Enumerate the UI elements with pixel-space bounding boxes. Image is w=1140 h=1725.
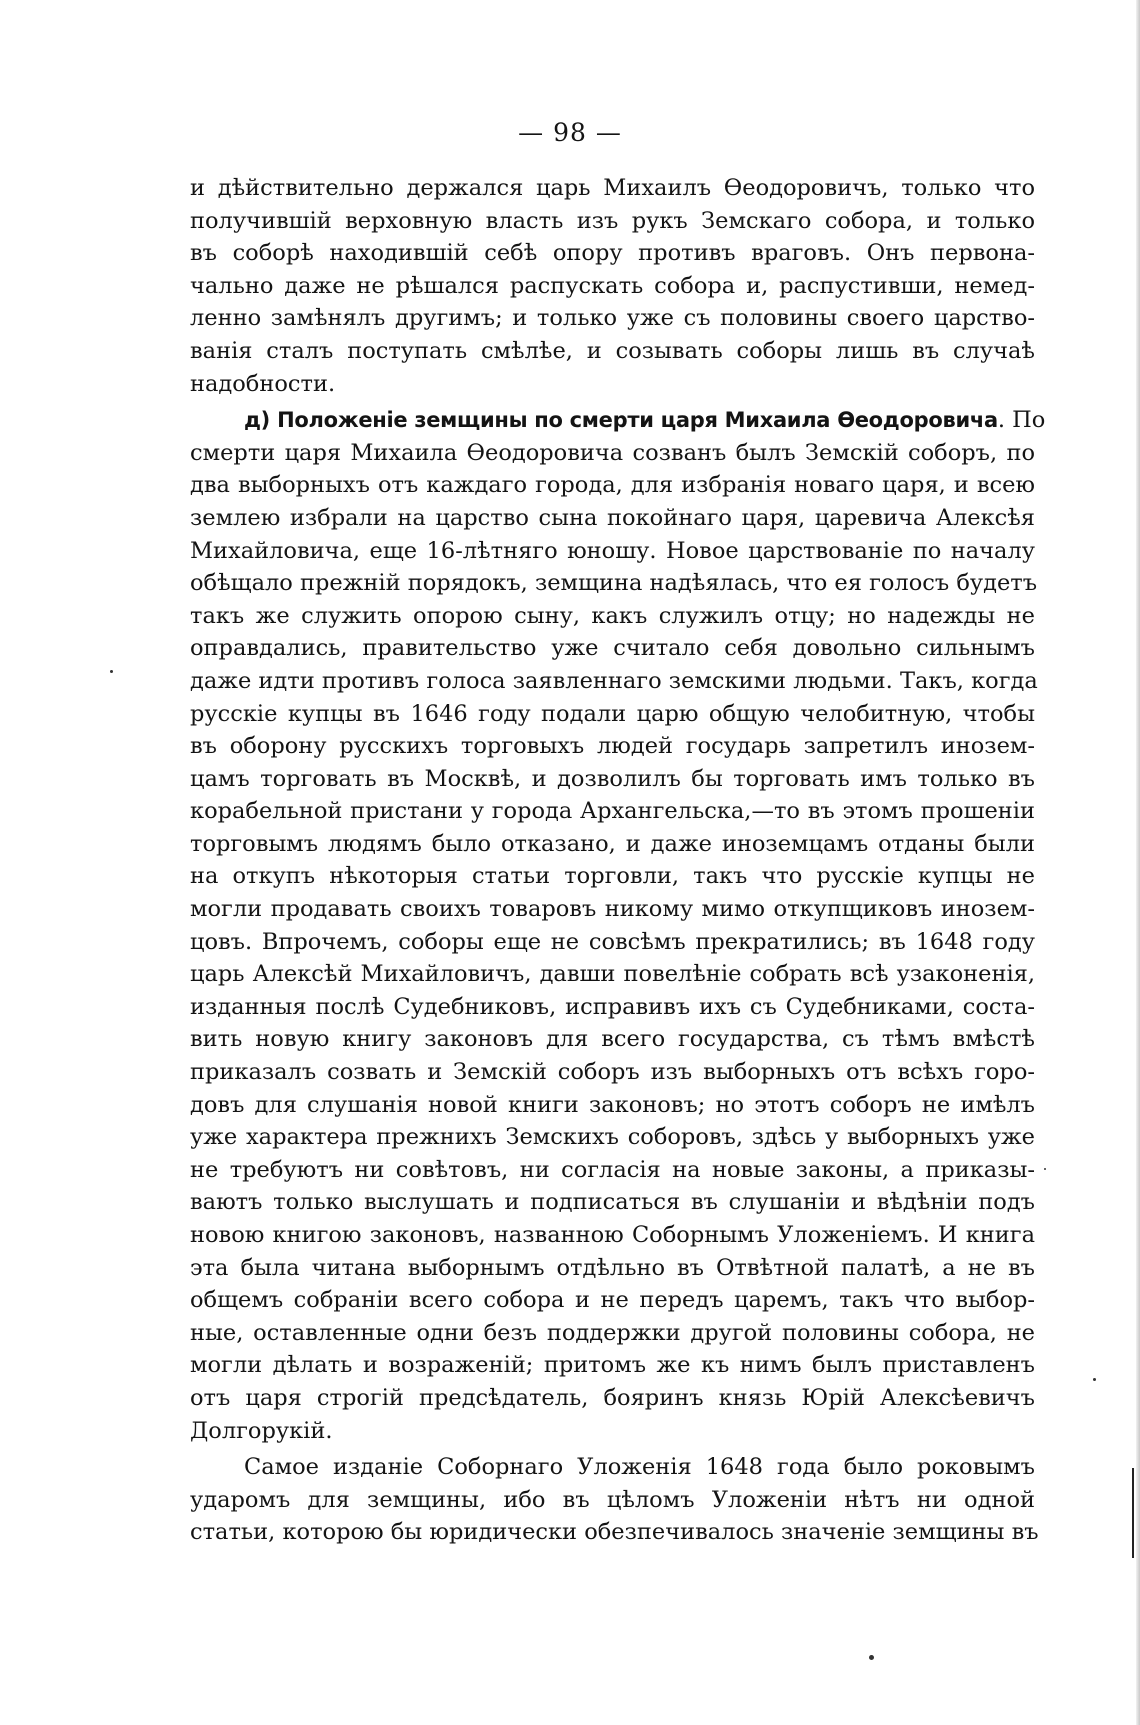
section-heading: Положеніе земщины по смерти царя Михаила Ѳеодоровича (277, 408, 998, 433)
text-line: чально даже не рѣшался распускать собора и, распустивши, немед- (190, 272, 1035, 299)
speck (1093, 1378, 1096, 1381)
text-line: цовъ. Впрочемъ, соборы еще не совсѣмъ прекратились; въ 1648 году (190, 928, 1035, 955)
text-line: ванія сталъ поступать смѣлѣе, и созывать соборы лишь въ случаѣ (190, 337, 1035, 364)
binding-mark (1132, 1468, 1134, 1558)
text-line: получившій верховную власть изъ рукъ Земскаго собора, и только (190, 207, 1035, 234)
text-line: ударомъ для земщины, ибо въ цѣломъ Уложеніи нѣтъ ни одной (190, 1486, 1035, 1513)
section-label: д) (244, 408, 270, 433)
paragraph-continuation (190, 172, 1035, 400)
section-heading-tail: . По (997, 407, 1046, 434)
text-line: царь Алексѣй Михайловичъ, давши повелѣніе собрать всѣ узаконенія, (190, 961, 1035, 988)
text-line: даже идти противъ голоса заявленнаго земскими людьми. Такъ, когда (190, 667, 1038, 694)
text-line: цамъ торговать въ Москвѣ, и дозволилъ бы торговать имъ только въ (190, 765, 1035, 792)
text-line: въ соборѣ находившій себѣ опору противъ враговъ. Онъ первона- (190, 240, 1035, 267)
text-line: приказалъ созвать и Земскій соборъ изъ выборныхъ отъ всѣхъ горо- (190, 1059, 1035, 1086)
text-line: новою книгою законовъ, названною Соборнымъ Уложеніемъ. И книга (190, 1222, 1035, 1248)
text-line: могли дѣлать и возраженій; притомъ же къ нимъ былъ приставленъ (190, 1352, 1035, 1379)
text-line: ваютъ только выслушать и подписаться въ слушаніи и вѣдѣніи подъ (190, 1189, 1035, 1216)
text-line: два выборныхъ отъ каждаго города, для избранія новаго царя, и всею (190, 472, 1035, 499)
text-line: эта была читана выборнымъ отдѣльно въ Отвѣтной палатѣ, а не въ (190, 1254, 1035, 1281)
text-line: могли продавать своихъ товаровъ никому мимо откупщиковъ инозем- (190, 896, 1035, 923)
text-line: оправдались, правительство уже считало себя довольно сильнымъ (190, 635, 1035, 662)
page-number: — 98 — (518, 118, 622, 147)
section-heading-line (190, 404, 1046, 437)
text-line: довъ для слушанія новой книги законовъ; но этотъ соборъ не имѣлъ (190, 1091, 1035, 1118)
text-line: Самое изданіе Соборнаго Уложенія 1648 года было роковымъ (244, 1454, 1035, 1481)
speck (869, 1655, 874, 1660)
text-line: общемъ собраніи всего собора и не передъ царемъ, такъ что выбор- (190, 1287, 1035, 1314)
text-line: такъ же служить опорою сыну, какъ служилъ отцу; но надежды не (190, 602, 1035, 629)
text-line: обѣщало прежній порядокъ, земщина надѣялась, что ея голосъ будетъ (190, 570, 1038, 597)
speck (110, 670, 113, 673)
text-line: торговымъ людямъ было отказано, и даже иноземцамъ отданы были (190, 830, 1035, 857)
text-line: изданныя послѣ Судебниковъ, исправивъ ихъ съ Судебниками, соста- (190, 993, 1035, 1020)
text-line: не требуютъ ни совѣтовъ, ни согласія на новые законы, а приказы- (190, 1156, 1035, 1183)
text-line: смерти царя Михаила Ѳеодоровича созванъ былъ Земскій соборъ, по (190, 439, 1035, 466)
body-text (190, 172, 1046, 1549)
text-line: на откупъ нѣкоторыя статьи торговли, такъ что русскіе купцы не (190, 863, 1035, 890)
speck (1044, 1168, 1046, 1170)
text-line: статьи, которою бы юридически обезпечивалось значеніе земщины въ (190, 1519, 1039, 1546)
text-line: корабельной пристани у города Архангельска,—то въ этомъ прошеніи (190, 798, 1035, 825)
binding-edge (1136, 0, 1140, 1725)
text-line: вить новую книгу законовъ для всего государства, съ тѣмъ вмѣстѣ (190, 1026, 1035, 1053)
text-line: ные, оставленные одни безъ поддержки другой половины собора, не (190, 1319, 1035, 1346)
text-line: надобности. (190, 370, 336, 397)
text-line: и дѣйствительно держался царь Михаилъ Ѳеодоровичъ, только что (190, 175, 1035, 201)
text-line: отъ царя строгій предсѣдатель, бояринъ князь Юрій Алексѣевичъ (190, 1384, 1035, 1411)
text-line: въ оборону русскихъ торговыхъ людей государь запретилъ инозем- (190, 733, 1035, 760)
paragraph-section-d (190, 404, 1046, 1447)
text-line: Михайловича, еще 16-лѣтняго юношу. Новое царствованіе по началу (190, 537, 1035, 564)
text-line: уже характера прежнихъ Земскихъ соборовъ, здѣсь у выборныхъ уже (190, 1124, 1035, 1151)
text-line: русскіе купцы въ 1646 году подали царю общую челобитную, чтобы (190, 700, 1035, 727)
text-line: Долгорукій. (190, 1417, 333, 1444)
text-line: землею избрали на царство сына покойнаго царя, царевича Алексѣя (190, 504, 1035, 531)
paragraph-final (190, 1451, 1039, 1549)
text-line: ленно замѣнялъ другимъ; и только уже съ половины своего царство- (190, 305, 1035, 332)
